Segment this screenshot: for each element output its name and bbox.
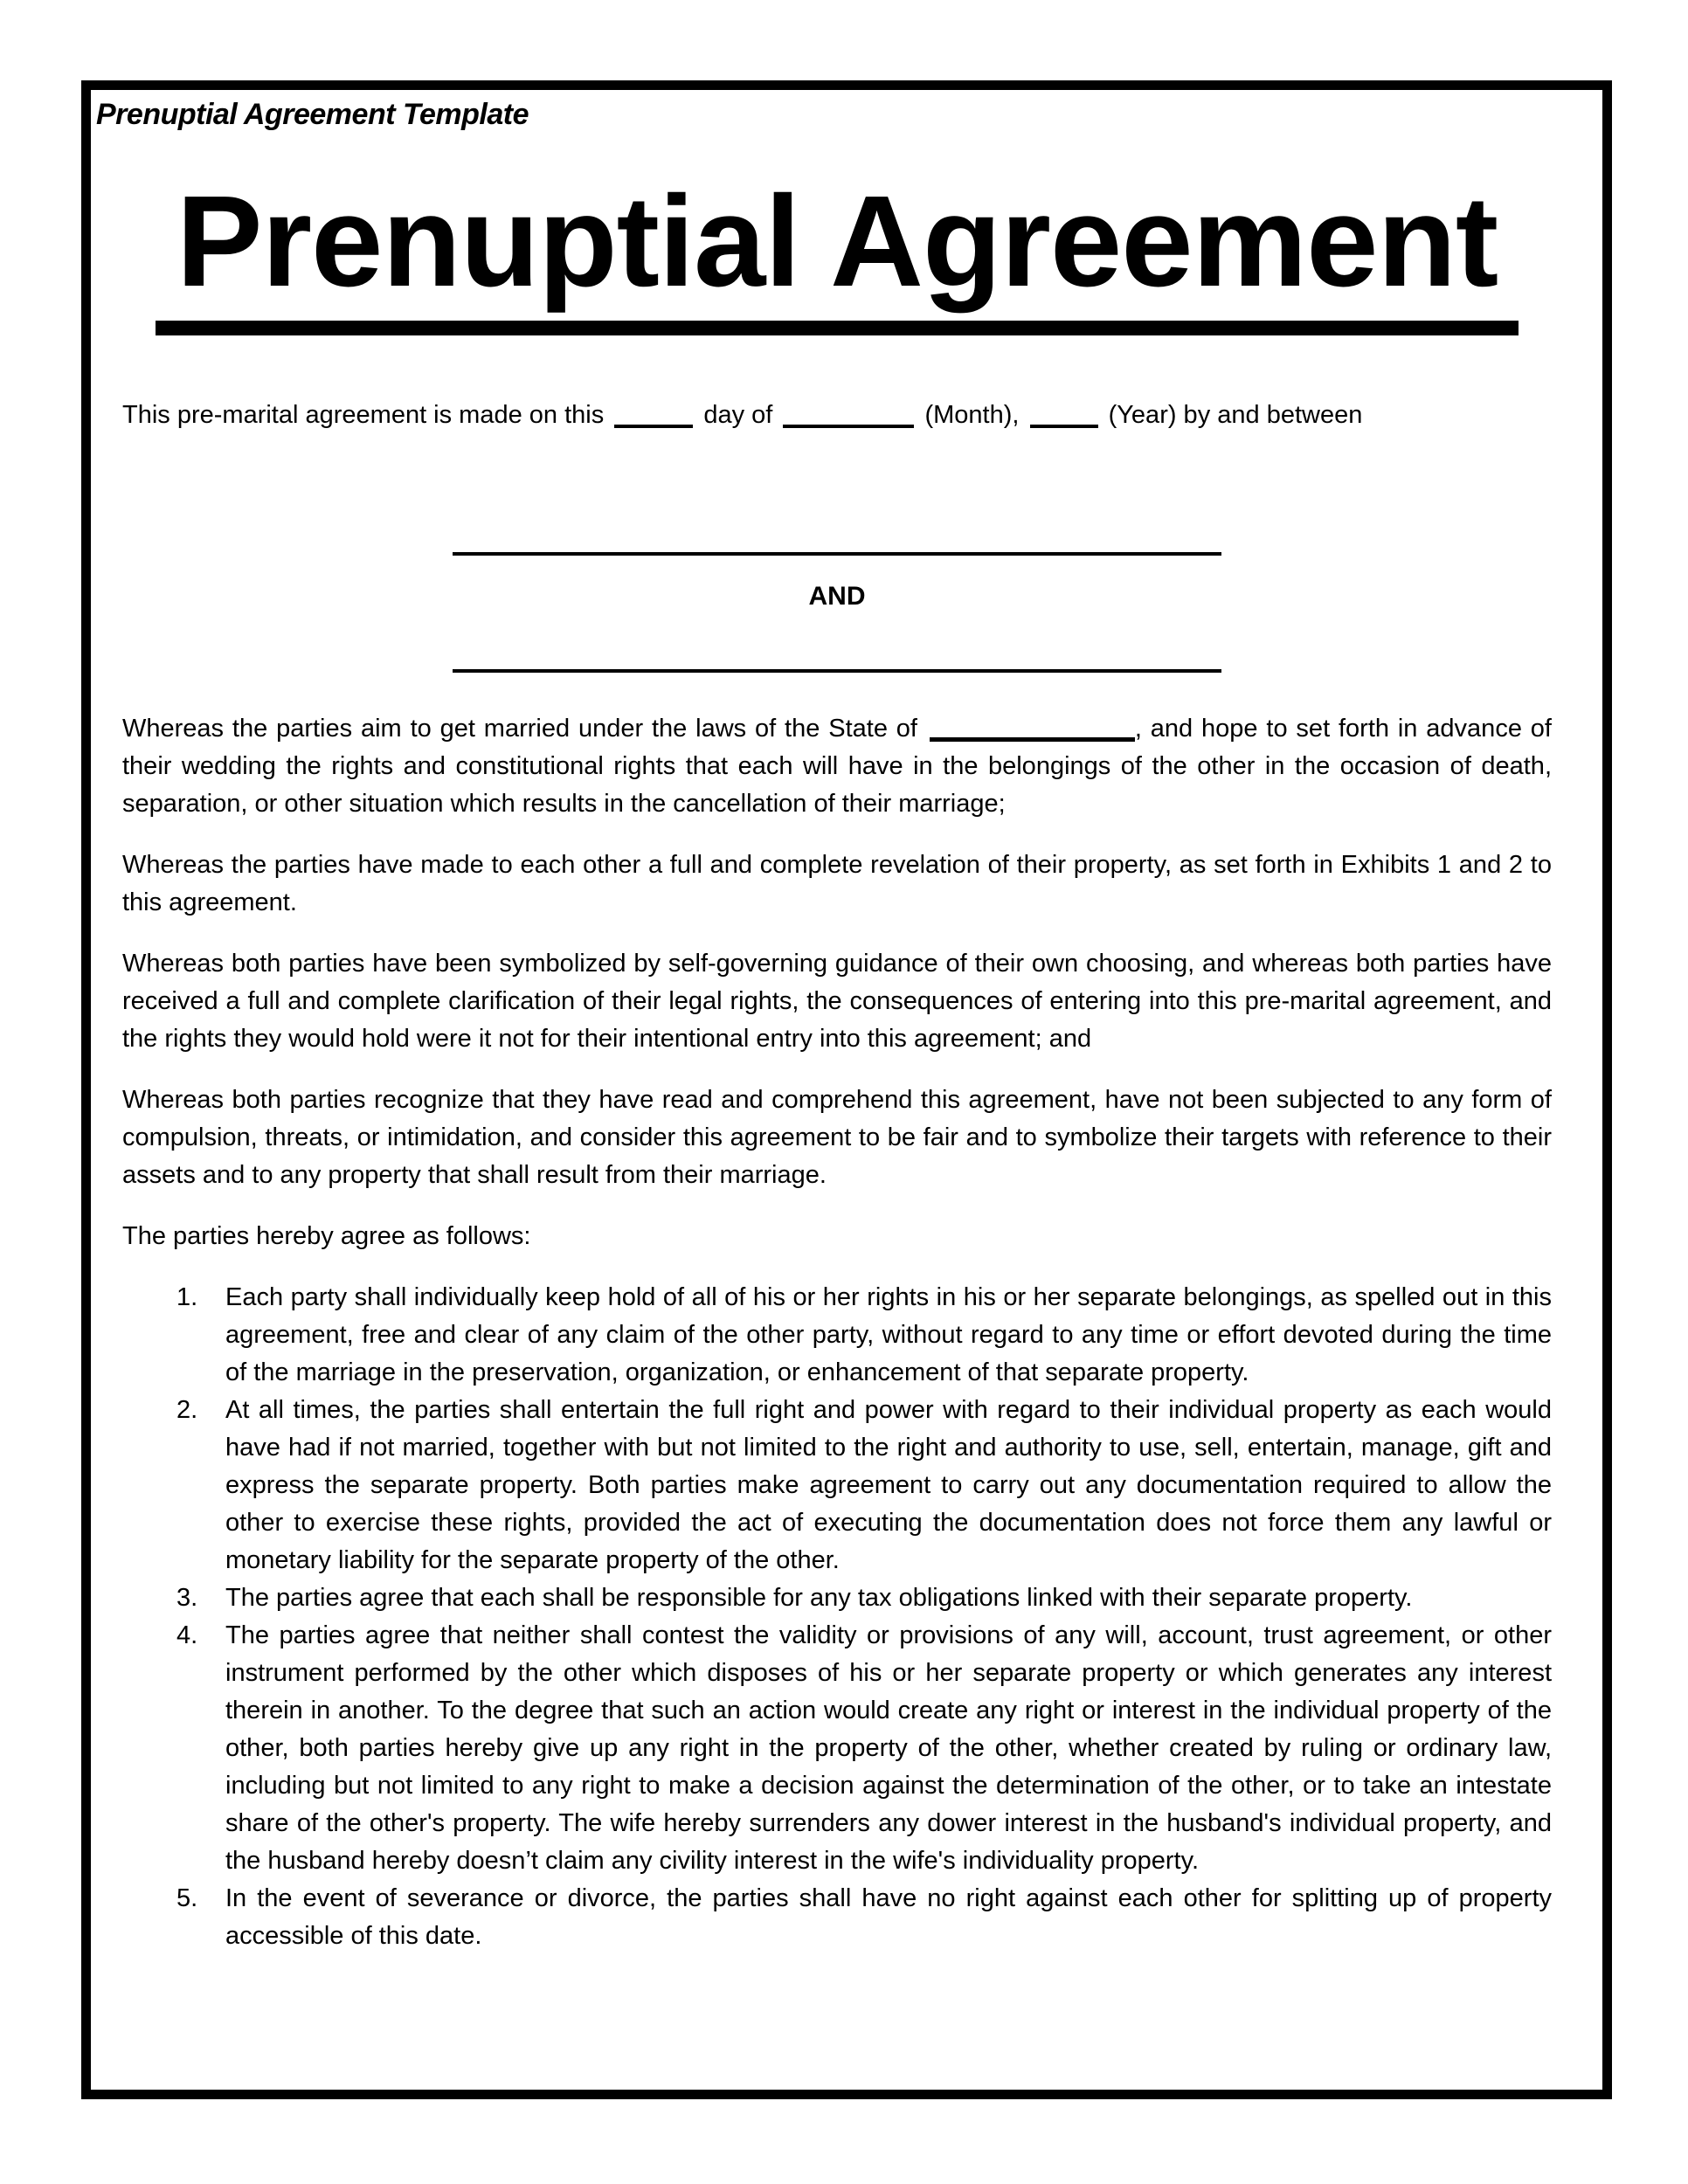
month-blank-field: [783, 425, 914, 428]
clause-item-2: [122, 1392, 1552, 1579]
clause-number: 2.: [176, 1396, 198, 1424]
day-blank-field: [614, 425, 693, 428]
clause-item-3: [122, 1579, 1552, 1617]
party-two-name-line: [453, 669, 1221, 673]
intro-segment-4: (Year) by and between: [1108, 401, 1363, 429]
clause-text: Each party shall individually keep hold of all of his or her rights in his or her separate belongings, as spelled out in this agreement, free and clear of any claim of the other party, without regard to any time or effort devoted during the time of the marriage in the preservation, organization, or enhancement of that separate property.: [225, 1283, 1552, 1386]
recital-4: Whereas both parties recognize that they have read and comprehend this agreement, have not been subjected to any form of compulsion, threats, or intimidation, and consider this agreement to be fair and to symbolize their targets with reference to their assets and to any property that shall result from their marriage.: [122, 1086, 1552, 1189]
clause-item-1: [122, 1279, 1552, 1392]
clause-item-5: [122, 1880, 1552, 1955]
intro-segment-2: day of: [703, 401, 773, 429]
year-blank-field: [1030, 425, 1098, 428]
clause-number: 5.: [176, 1884, 198, 1912]
agreement-lead-in: The parties hereby agree as follows:: [122, 1222, 531, 1250]
recital-1-before-blank: Whereas the parties aim to get married under the laws of the State of: [122, 715, 917, 743]
page-content: [91, 90, 1602, 1955]
recital-2: Whereas the parties have made to each other a full and complete revelation of their property, as set forth in Exhibits 1 and 2 to this agreement.: [122, 851, 1552, 916]
page-border-frame: [81, 80, 1612, 2099]
clause-number: 1.: [176, 1283, 198, 1311]
clause-text: At all times, the parties shall entertain the full right and power with regard to their individual property as each would have had if not married, together with but not limited to the right and authority to use, sell, entertain, manage, gift and express the separate property. Both parties make agreement to carry out any documentation required to allow the other to exercise these rights, provided the act of executing the documentation does not force them any lawful or monetary liability for the separate property of the other.: [225, 1396, 1552, 1574]
clause-number: 3.: [176, 1584, 198, 1612]
template-header-label: Prenuptial Agreement Template: [96, 98, 529, 131]
recital-3: Whereas both parties have been symbolized by self-governing guidance of their own choosing, and whereas both parties have received a full and complete clarification of their legal rights, the consequences of entering into this pre-marital agreement, and the rights they would hold were it not for their intentional entry into this agreement; and: [122, 950, 1552, 1053]
intro-segment-3: (Month),: [924, 401, 1020, 429]
intro-clause: [122, 397, 1552, 434]
intro-segment-1: This pre-marital agreement is made on this: [122, 401, 605, 429]
and-separator-label: AND: [808, 582, 866, 611]
party-one-name-line: [453, 552, 1221, 556]
clause-item-4: [122, 1617, 1552, 1880]
recital-1: [122, 710, 1552, 823]
state-blank-field: [930, 737, 1135, 742]
clause-text: In the event of severance or divorce, the parties shall have no right against each other for splitting up of property accessible of this date.: [225, 1884, 1552, 1950]
clause-text: The parties agree that each shall be responsible for any tax obligations linked with their separate property.: [225, 1584, 1413, 1612]
clause-number: 4.: [176, 1621, 198, 1649]
clause-text: The parties agree that neither shall contest the validity or provisions of any will, account, trust agreement, or other instrument performed by the other which disposes of his or her separate property or which generates any interest therein in another. To the degree that such an action would create any right or interest in the individual property of the other, both parties hereby give up any right in the property of the other, whether created by ruling or ordinary law, including but not limited to any right to make a decision against the determination of the other, or to take an intestate share of the other's property. The wife hereby surrenders any dower interest in the husband's individual property, and the husband hereby doesn’t claim any civility interest in the wife's individuality property.: [225, 1621, 1552, 1875]
title-section: [122, 169, 1552, 335]
recital-1-after-blank: , and hope to set forth in advance of their wedding the rights and constitutional rights that each will have in the belongings of the other in the occasion of death, separation, or other situation which results in the cancellation of their marriage;: [122, 715, 1552, 818]
document-title: Prenuptial Agreement: [156, 177, 1519, 335]
clauses-list: [122, 1279, 1552, 1955]
